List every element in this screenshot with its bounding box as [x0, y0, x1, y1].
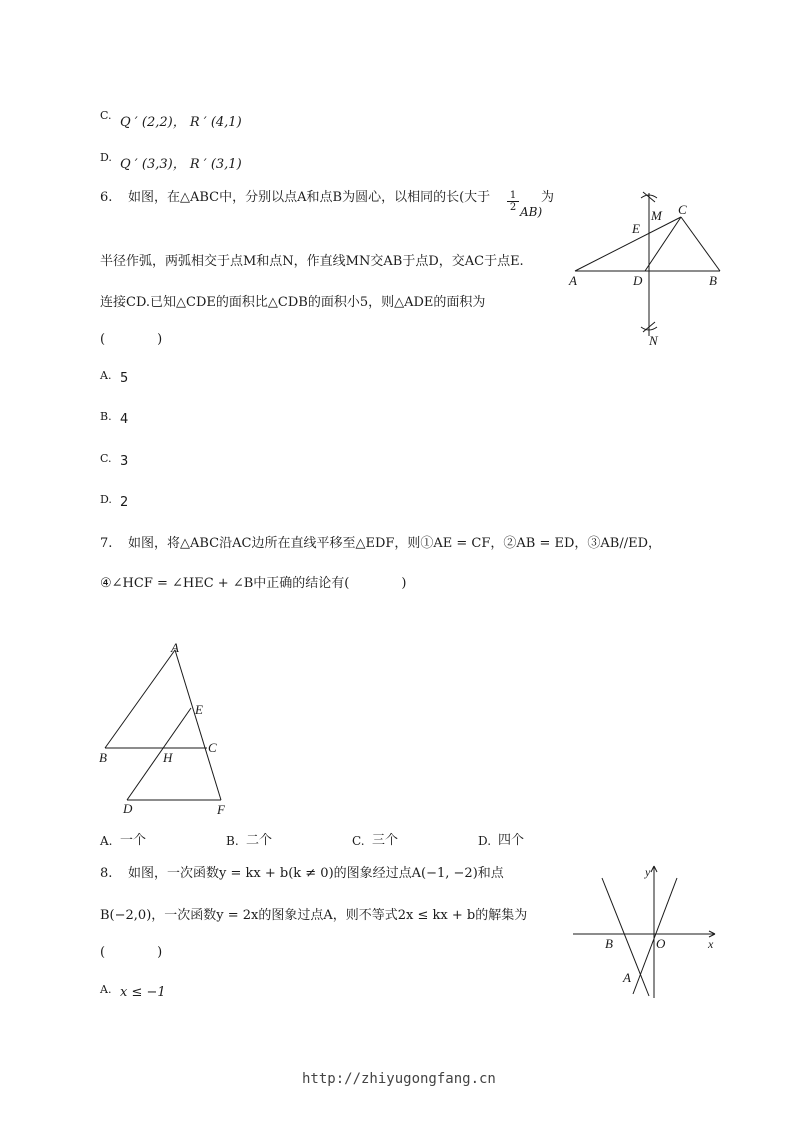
q6-figure-segment-bc: [681, 217, 720, 271]
q6-fraction-numerator: 1: [507, 190, 519, 202]
q6-number: 6.: [100, 190, 113, 205]
q6-option-c-value: 3: [120, 454, 129, 469]
q7-figure-label-e: E: [195, 702, 203, 717]
q8-answer-blank: ( ): [100, 945, 163, 960]
q7-option-a-value: 一个: [120, 833, 147, 848]
q5-option-c-text: Q ′ (2,2)， R ′ (4,1): [120, 115, 242, 130]
q8-number: 8.: [100, 866, 113, 881]
q8-line1: 如图，一次函数y = kx + b(k ≠ 0)的图象经过点A(−1, −2)和点: [128, 866, 504, 881]
q6-figure-label-m: M: [651, 208, 662, 223]
q7-figure-label-f: F: [217, 802, 225, 817]
q6-option-a-value: 5: [120, 371, 129, 386]
q6-fraction: [507, 190, 519, 213]
q7-option-d-value: 四个: [498, 833, 525, 848]
q6-option-d-value: 2: [120, 495, 129, 510]
q8-figure-label-y: y: [645, 865, 651, 879]
q6-fraction-tail: AB): [520, 205, 543, 219]
q6-line1-end: 为: [541, 190, 555, 205]
q7-figure-label-b: B: [99, 750, 107, 765]
q6-line1: 如图，在△ABC中，分别以点A和点B为圆心，以相同的长(大于: [128, 190, 491, 205]
q7-option-d-label: D.: [478, 834, 492, 848]
q6-answer-blank: ( ): [100, 332, 163, 347]
q7-option-a-label: A.: [100, 834, 113, 848]
q6-figure-label-d: D: [633, 273, 643, 288]
q7-figure-label-a: A: [171, 640, 179, 655]
q6-figure-label-e: E: [632, 221, 640, 236]
q6-figure-label-b: B: [709, 273, 717, 288]
q8-figure-label-x: x: [708, 937, 714, 951]
q8-figure-line-2x: [633, 878, 677, 994]
q8-figure-label-o: O: [656, 936, 666, 951]
q6-fraction-denominator: 2: [509, 202, 517, 213]
q7-figure: [95, 640, 245, 820]
q8-line2: B(−2,0)，一次函数y = 2x的图象过点A，则不等式2x ≤ kx + b的解集为: [100, 908, 528, 923]
q8-option-a-value: x ≤ −1: [120, 985, 166, 1000]
q6-figure-label-n: N: [649, 333, 658, 348]
q6-option-a-label: A.: [100, 369, 112, 382]
q8-figure: [565, 860, 725, 1000]
q6-line3: 连接CD.已知△CDE的面积比△CDB的面积小5，则△ADE的面积为: [100, 295, 486, 310]
q5-option-d-text: Q ′ (3,3)， R ′ (3,1): [120, 157, 242, 172]
q6-figure-label-a: A: [569, 273, 577, 288]
q7-line2: ④∠HCF = ∠HEC + ∠B中正确的结论有( ): [100, 576, 407, 591]
q7-figure-segment-ab: [105, 650, 175, 748]
q6-option-b-value: 4: [120, 412, 129, 427]
q6-figure-segment-cd: [645, 217, 681, 271]
q5-option-c-label: C.: [100, 109, 112, 122]
q8-figure-label-a: A: [623, 970, 631, 985]
q6-option-b-label: B.: [100, 410, 112, 423]
q7-figure-line-af: [175, 650, 221, 800]
q6-option-d-label: D.: [100, 493, 112, 506]
q8-option-a-label: A.: [100, 983, 112, 996]
q6-figure-segment-ac: [575, 217, 681, 271]
q7-figure-label-c: C: [208, 740, 217, 755]
q6-option-c-label: C.: [100, 452, 112, 465]
footer-url[interactable]: http://zhiyugongfang.cn: [302, 1071, 496, 1087]
q5-option-d-label: D.: [100, 151, 112, 164]
q6-figure: [565, 188, 730, 350]
q6-figure-label-c: C: [678, 202, 687, 217]
q7-figure-label-h: H: [163, 750, 173, 765]
q7-option-c-value: 三个: [372, 833, 399, 848]
q6-line2: 半径作弧，两弧相交于点M和点N，作直线MN交AB于点D，交AC于点E.: [100, 254, 524, 269]
q7-option-c-label: C.: [352, 834, 365, 848]
q7-number: 7.: [100, 536, 113, 551]
q7-option-b-label: B.: [226, 834, 239, 848]
q8-figure-label-b: B: [605, 936, 613, 951]
q7-option-b-value: 二个: [246, 833, 273, 848]
q7-line1: 如图，将△ABC沿AC边所在直线平移至△EDF，则①AE = CF，②AB = ED，③AB//ED，: [128, 536, 662, 551]
q7-figure-label-d: D: [123, 801, 133, 816]
q7-figure-segment-ed: [127, 708, 191, 800]
